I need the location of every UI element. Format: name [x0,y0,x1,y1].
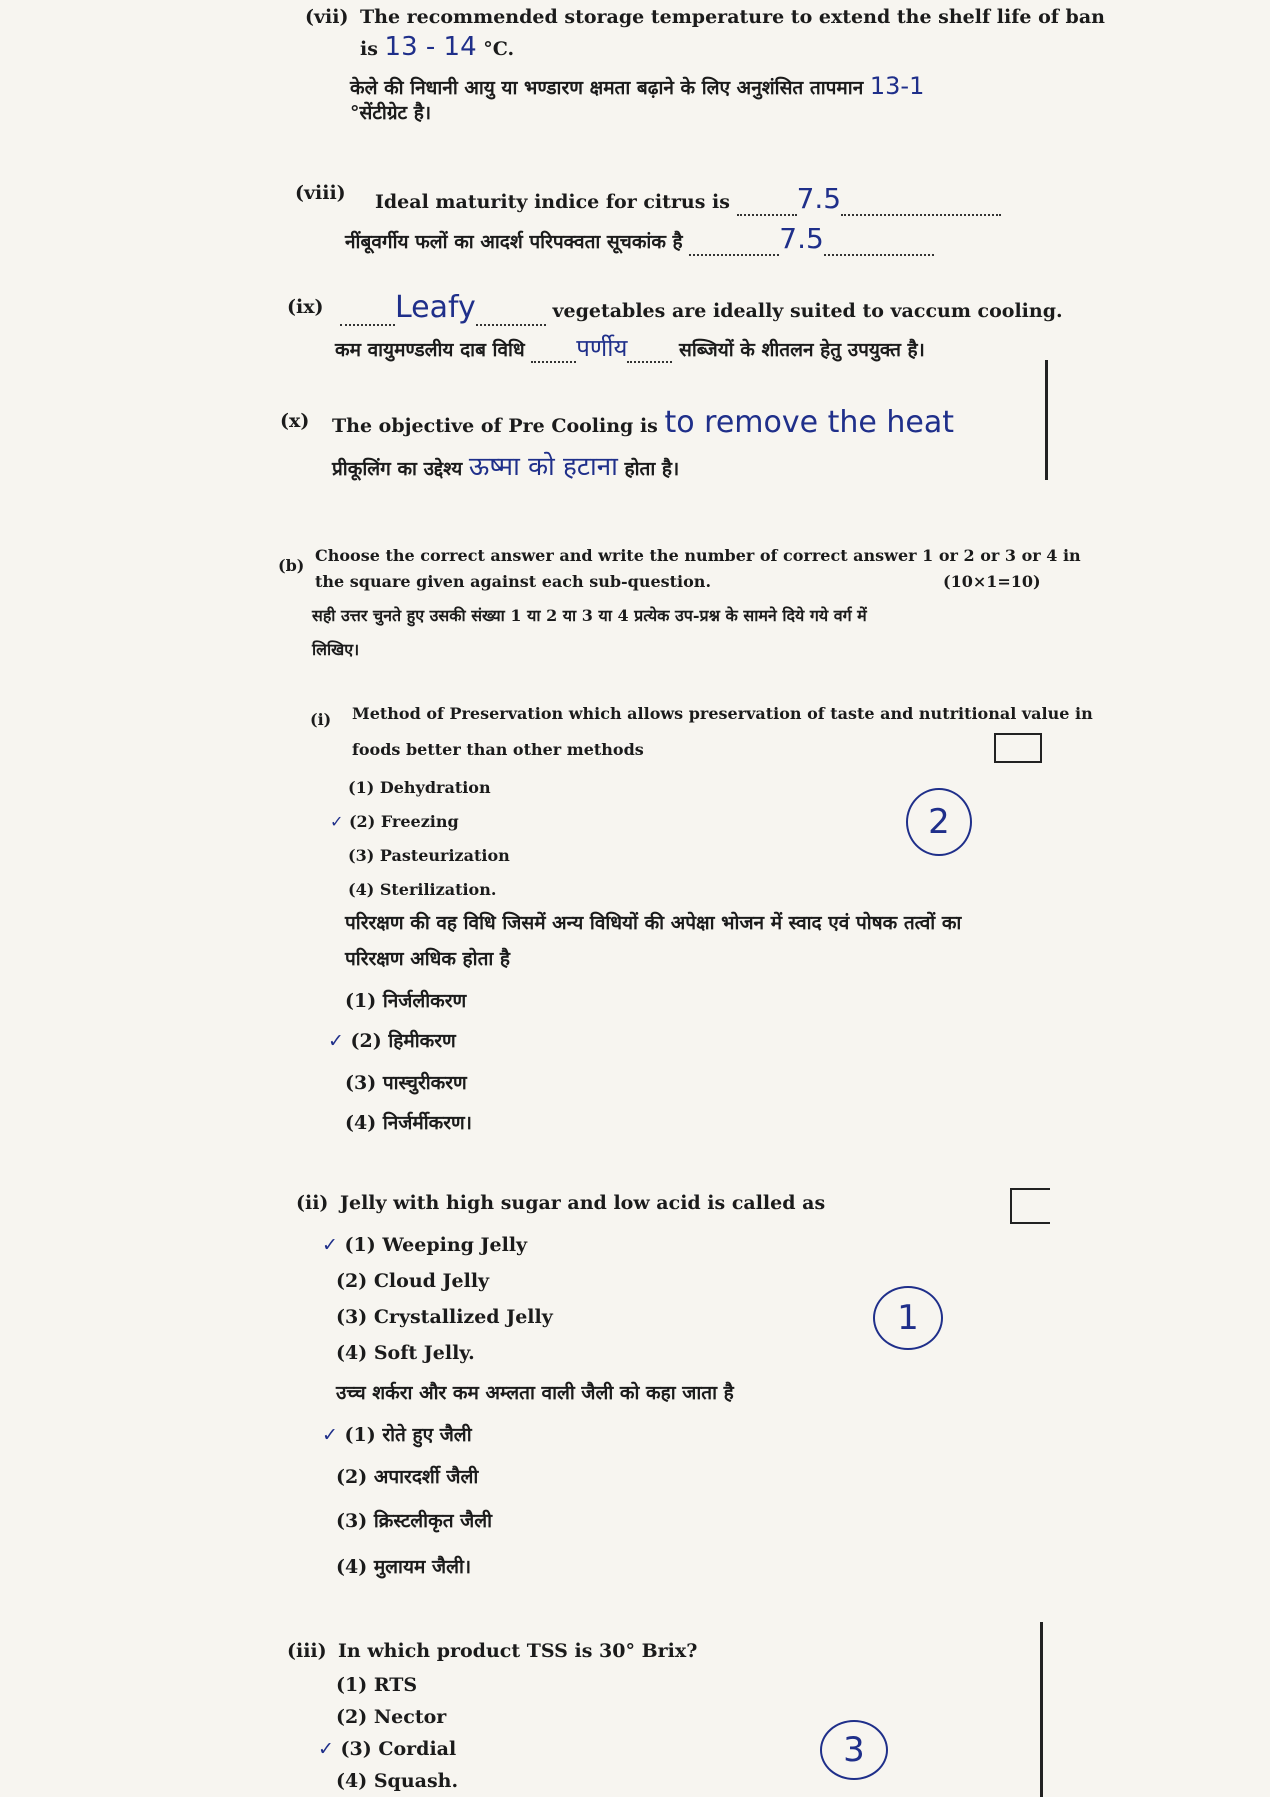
q-i-hi-text-a: परिरक्षण की वह विधि जिसमें अन्य विधियों की अपेक्षा भोजन में स्वाद एवं पोषक तत्वों का [345,912,962,934]
q-i-hi-opt-3: (3) पास्चुरीकरण [345,1072,467,1094]
q-ix-text-en [340,290,1063,326]
q-x-answer: to remove the heat [664,405,955,440]
q-ii-hi-opt-1-text: (1) रोते हुए जैली [344,1424,472,1446]
q-viii-hi: नींबूवर्गीय फलों का आदर्श परिपक्वता सूचकांक है [345,231,683,253]
q-vii-is: is [360,38,378,60]
q-viii-en: Ideal maturity indice for citrus is [375,191,730,213]
q-ii-opt-1-text: (1) Weeping Jelly [344,1234,528,1256]
q-ix-text-hi [335,334,925,363]
q-ii-answer-circle: 1 [873,1286,943,1350]
q-vii-number: (vii) [305,6,349,28]
q-viii-number: (viii) [295,182,346,204]
q-vii-text-hi [350,72,924,101]
q-i-opt-4: (4) Sterilization. [348,880,497,899]
tick-mark-icon: ✓ [318,1738,334,1760]
q-x-hi-answer: ऊष्मा को हटाना [468,452,618,482]
q-ii-hi-opt-3: (3) क्रिस्टलीकृत जैली [336,1510,493,1532]
tick-mark-icon: ✓ [330,812,344,831]
q-iii-opt-2: (2) Nector [336,1706,447,1728]
q-iii-opt-3-text: (3) Cordial [340,1738,457,1760]
q-i-number: (i) [310,710,332,729]
q-vii-unit: °C. [483,38,515,60]
q-b-marks: (10×1=10) [943,572,1041,591]
q-x-text-en [332,405,954,441]
q-iii-answer-circle: 3 [820,1720,888,1780]
margin-line [1045,360,1048,480]
q-ix-hi-answer: पर्णीय [576,334,628,362]
q-x-hi-pre: प्रीकूलिंग का उद्देश्य [332,458,463,480]
q-x-number: (x) [280,410,310,432]
q-b-instr-en-b: the square given against each sub-question. [315,572,712,591]
q-ii-number: (ii) [296,1192,329,1214]
q-ii-hi-text: उच्च शर्करा और कम अम्लता वाली जैली को कहा जाता है [336,1382,734,1404]
q-ii-opt-1 [322,1234,527,1257]
q-i-text-a: Method of Preservation which allows preservation of taste and nutritional value in [352,704,1093,723]
q-ii-opt-3: (3) Crystallized Jelly [336,1306,553,1328]
dotted-line [340,320,395,326]
margin-line [1040,1622,1043,1797]
q-i-hi-opt-1: (1) निर्जलीकरण [345,990,467,1012]
q-x-en: The objective of Pre Cooling is [332,415,658,437]
q-i-opt-2-text: (2) Freezing [348,812,459,831]
q-iii-opt-1: (1) RTS [336,1674,418,1696]
q-i-hi-text-b: परिरक्षण अधिक होता है [345,948,511,970]
q-vii-hi-answer: 13-1 [869,72,925,100]
q-ix-hi-pre: कम वायुमण्डलीय दाब विधि [335,339,525,361]
q-ii-opt-2: (2) Cloud Jelly [336,1270,490,1292]
dotted-line [824,250,934,256]
tick-mark-icon: ✓ [322,1234,338,1256]
q-i-answer-circle: 2 [906,788,972,856]
q-b-instr-en-a: Choose the correct answer and write the number of correct answer 1 or 2 or 3 or 4 in [315,546,1081,565]
answer-square[interactable] [994,733,1042,763]
q-ix-hi-post: सब्जियों के शीतलन हेतु उपयुक्त है। [679,339,925,361]
q-x-text-hi [332,452,679,483]
q-ii-text: Jelly with high sugar and low acid is called as [340,1192,826,1214]
q-b-label: (b) [278,556,305,575]
q-i-opt-1: (1) Dehydration [348,778,491,797]
q-ix-en: vegetables are ideally suited to vaccum cooling. [552,300,1063,322]
q-viii-text-en [375,182,1001,216]
q-vii-hi-line2: °सेंटीग्रेट है। [350,102,432,124]
q-ix-answer: Leafy [395,290,476,325]
q-ii-hi-opt-1 [322,1424,472,1447]
tick-mark-icon: ✓ [328,1030,344,1052]
q-iii-opt-3 [318,1738,456,1761]
q-ix-number: (ix) [287,296,324,318]
tick-mark-icon: ✓ [322,1424,338,1446]
q-vii-text-en: The recommended storage temperature to extend the shelf life of ban [360,6,1105,28]
q-viii-hi-answer: 7.5 [779,222,824,255]
q-i-opt-3: (3) Pasteurization [348,846,510,865]
q-ii-hi-opt-4: (4) मुलायम जैली। [336,1556,472,1578]
dotted-line [737,210,797,216]
q-b-instr-hi-a: सही उत्तर चुनते हुए उसकी संख्या 1 या 2 या 3 या 4 प्रत्येक उप-प्रश्न के सामने दिये गये वर्ग में [312,606,867,625]
q-i-opt-2 [330,812,459,831]
q-x-hi-post: होता है। [624,458,680,480]
q-vii-line2 [360,32,514,63]
q-i-hi-opt-4: (4) निर्जर्मीकरण। [345,1112,472,1134]
q-viii-answer: 7.5 [796,182,842,215]
q-iii-opt-4: (4) Squash. [336,1770,459,1792]
q-ii-hi-opt-2: (2) अपारदर्शी जैली [336,1466,479,1488]
q-iii-text: In which product TSS is 30° Brix? [338,1640,698,1662]
q-i-hi-opt-2-text: (2) हिमीकरण [350,1030,456,1052]
q-i-hi-opt-2 [328,1030,456,1053]
q-vii-hi-text: केले की निधानी आयु या भण्डारण क्षमता बढ़ाने के लिए अनुशंसित तापमान [350,77,864,99]
dotted-line [841,210,1001,216]
q-iii-number: (iii) [287,1640,327,1662]
q-viii-text-hi [345,222,934,256]
q-i-text-b: foods better than other methods [352,740,644,759]
dotted-line [689,250,779,256]
dotted-line [627,357,672,363]
dotted-line [531,357,576,363]
q-b-instr-hi-b: लिखिए। [312,640,360,659]
answer-square[interactable] [1010,1188,1050,1224]
q-ii-opt-4: (4) Soft Jelly. [336,1342,475,1364]
dotted-line [476,320,546,326]
q-vii-answer: 13 - 14 [384,32,477,62]
